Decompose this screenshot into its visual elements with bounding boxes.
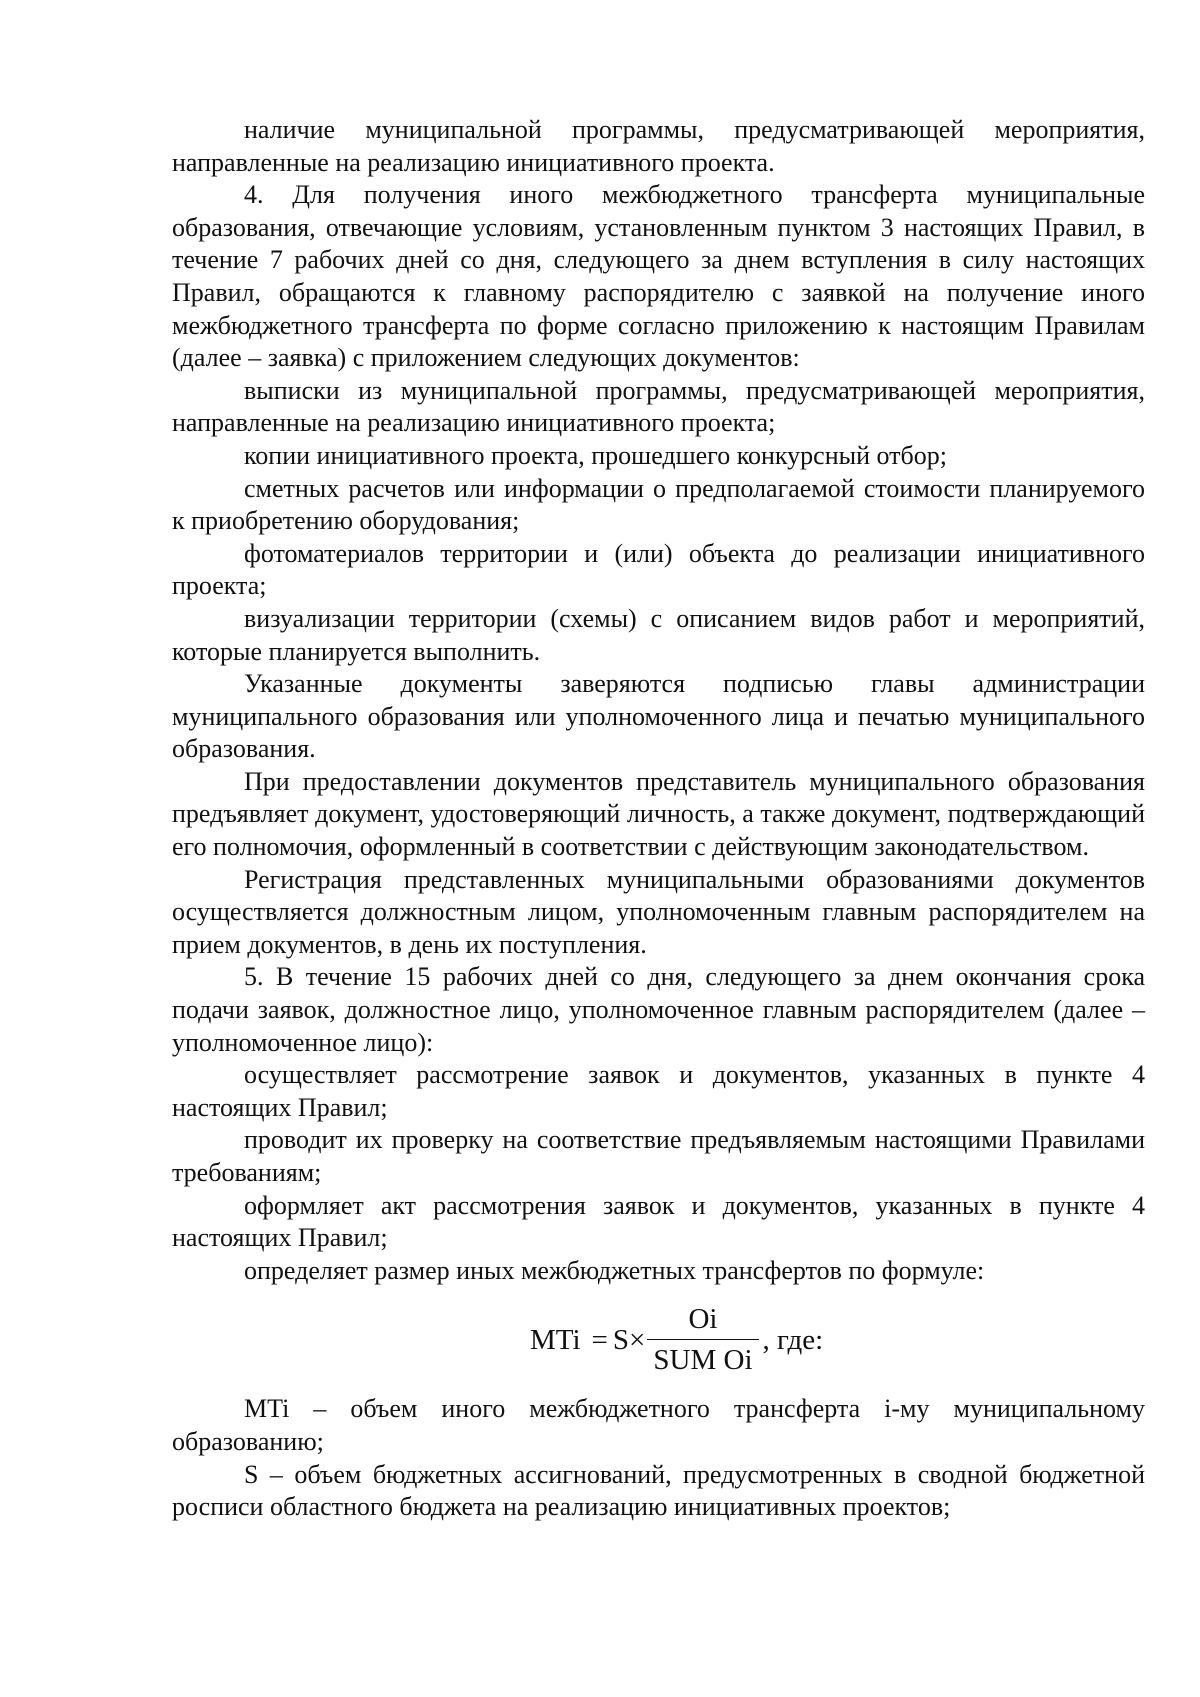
formula-block bbox=[172, 1291, 1145, 1391]
paragraph-formula-intro: определяет размер иных межбюджетных трансфертов по формуле: bbox=[244, 1255, 985, 1285]
formula-tail: , где: bbox=[762, 1323, 824, 1356]
paragraph-project-copy: копии инициативного проекта, прошедшего конкурсный отбор; bbox=[244, 440, 947, 470]
paragraph-clause-5: 5. В течение 15 рабочих дней со дня, следующего за днем окончания срока подачи заявок, должностное лицо, уполномоченное главным распорядителем (далее – уполномоченное лицо): bbox=[172, 962, 1145, 1057]
formula-numerator: Oi bbox=[688, 1303, 718, 1336]
formula-equals: = bbox=[591, 1323, 608, 1356]
paragraph-visualization: визуализации территории (схемы) с описанием видов работ и мероприятий, которые планируется выполнить. bbox=[172, 603, 1145, 666]
paragraph-registration: Регистрация представленных муниципальными образованиями документов осуществляется должностным лицом, уполномоченным главным распорядителем на прием документов, в день их поступления. bbox=[172, 864, 1145, 959]
formula-fraction bbox=[647, 1301, 758, 1378]
paragraph-act: оформляет акт рассмотрения заявок и документов, указанных в пункте 4 настоящих Правил; bbox=[172, 1190, 1145, 1253]
formula-times: × bbox=[629, 1323, 646, 1356]
paragraph-clause-4: 4. Для получения иного межбюджетного трансферта муниципальные образования, отвечающие условиям, установленным пунктом 3 настоящих Правил, в течение 7 рабочих дней со дня, следующего за днем вступления в силу настоящих Правил, обращаются к главному распорядителю с заявкой на получение иного межбюджетного трансферта по форме согласно приложению к настоящим Правилам (далее – заявка) с приложением следующих документов: bbox=[172, 180, 1145, 373]
paragraph-photo-materials: фотоматериалов территории и (или) объекта до реализации инициативного проекта; bbox=[172, 538, 1145, 601]
formula-lhs: MTi bbox=[530, 1323, 581, 1356]
paragraph-representative: При предоставлении документов представитель муниципального образования предъявляет документ, удостоверяющий личность, а также документ, подтверждающий его полномочия, оформленный в соответствии с действующим законодательством. bbox=[172, 766, 1145, 862]
paragraphs-after bbox=[172, 1393, 1145, 1523]
formula-factor: S bbox=[612, 1323, 630, 1356]
paragraph-program-extract: выписки из муниципальной программы, предусматривающей мероприятия, направленные на реализацию инициативного проекта; bbox=[172, 375, 1145, 438]
paragraph-certification: Указанные документы заверяются подписью главы администрации муниципального образования или уполномоченного лица и печатью муниципального образования. bbox=[172, 669, 1145, 764]
paragraph-program-availability: наличие муниципальной программы, предусматривающей мероприятия, направленные на реализацию инициативного проекта. bbox=[172, 115, 1145, 177]
paragraphs-before bbox=[172, 114, 1145, 1287]
paragraph-review: осуществляет рассмотрение заявок и документов, указанных в пункте 4 настоящих Правил; bbox=[172, 1060, 1145, 1122]
paragraph-s-definition: S – объем бюджетных ассигнований, предусмотренных в сводной бюджетной росписи областного бюджета на реализацию инициативных проектов; bbox=[172, 1459, 1145, 1522]
transfer-formula bbox=[530, 1301, 823, 1378]
paragraph-cost-estimates: сметных расчетов или информации о предполагаемой стоимости планируемого к приобретению оборудования; bbox=[172, 473, 1145, 536]
paragraph-verification: проводит их проверку на соответствие предъявляемым настоящими Правилами требованиям; bbox=[172, 1125, 1145, 1187]
formula-denominator: SUM Oi bbox=[653, 1344, 753, 1377]
paragraph-mti-definition: MTi – объем иного межбюджетного трансферта i-му муниципальному образованию; bbox=[172, 1394, 1145, 1456]
document-page bbox=[172, 114, 1145, 1524]
